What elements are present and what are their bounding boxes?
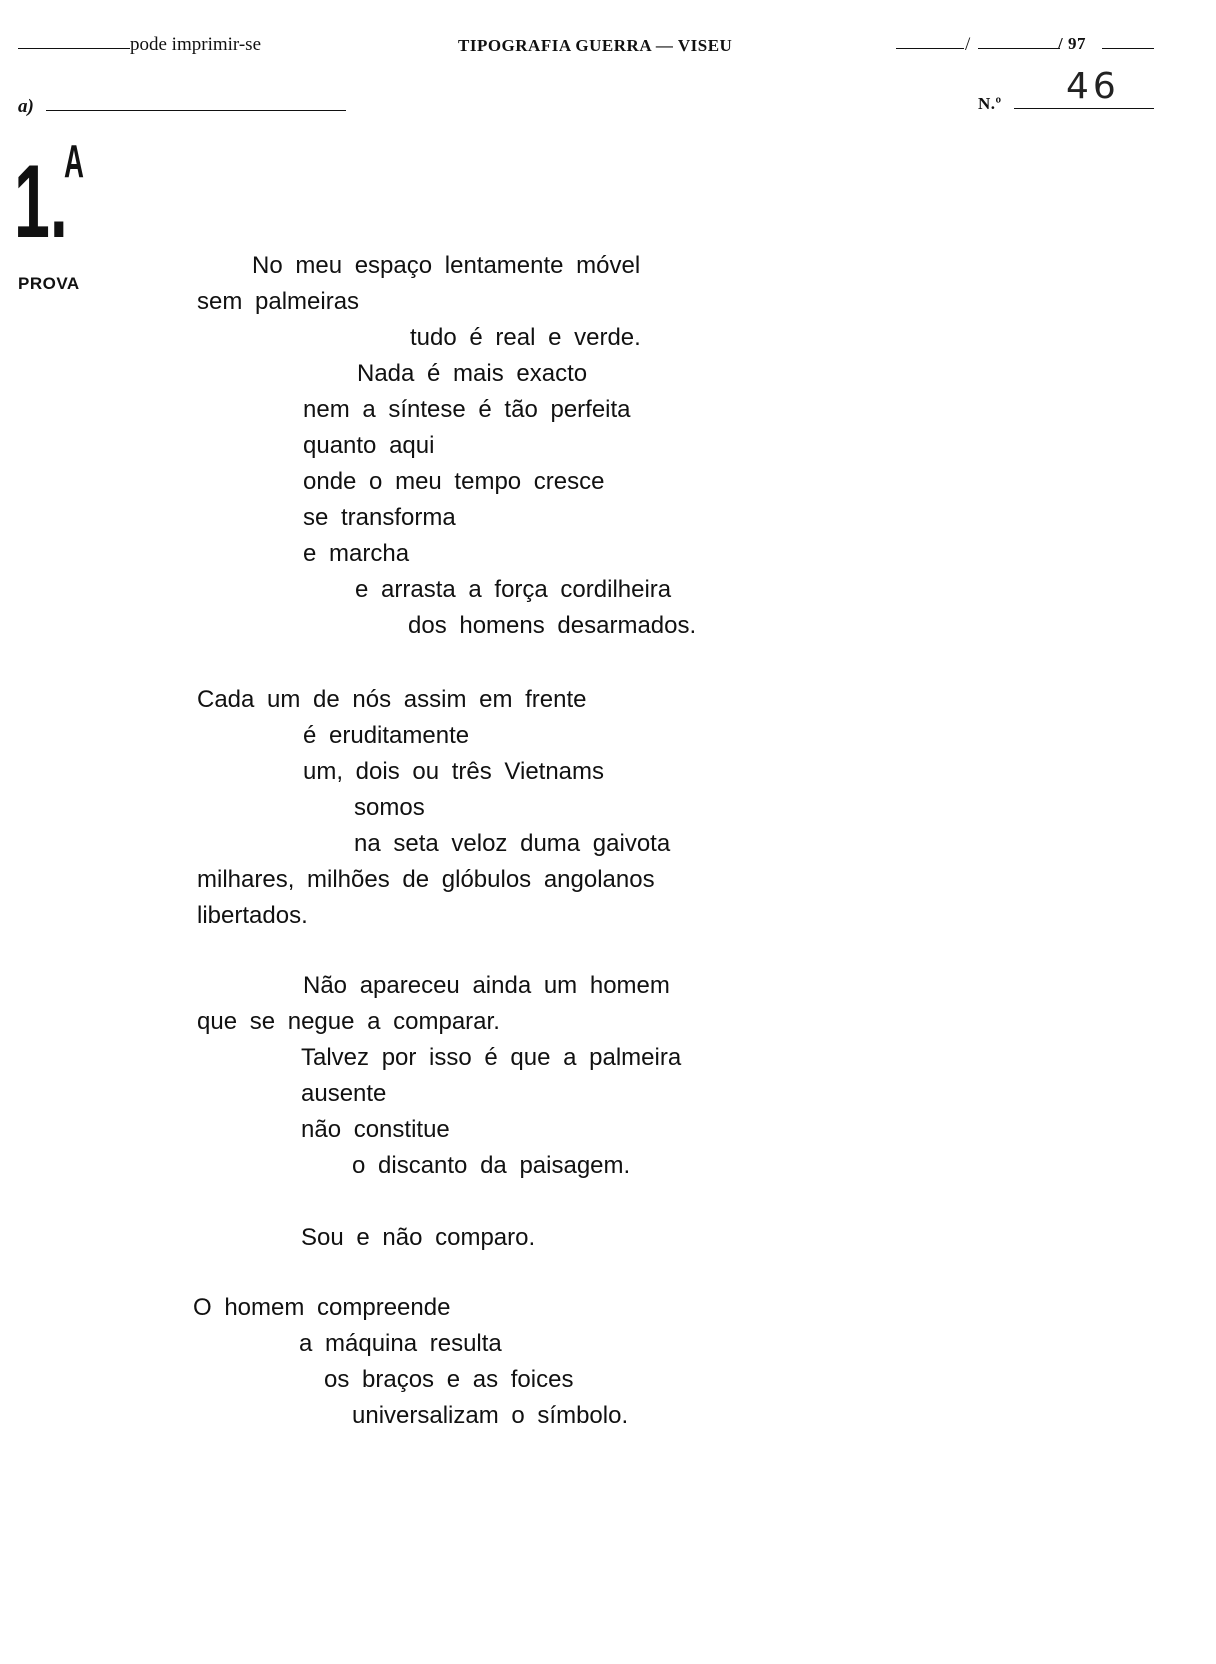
poem-line: somos (354, 794, 425, 821)
poem-line: que se negue a comparar. (197, 1008, 500, 1035)
poem-line: universalizam o símbolo. (352, 1402, 629, 1429)
poem-line: No meu espaço lentamente móvel (252, 252, 641, 279)
poem-line: e marcha (303, 540, 410, 567)
poem-line: tudo é real e verde. (410, 324, 641, 351)
header-left-label: pode imprimir-se (130, 34, 262, 55)
poem-line: se transforma (303, 504, 456, 531)
header-right-rule-1 (896, 48, 964, 49)
poem-line: não constitue (301, 1116, 450, 1143)
poem-line: dos homens desarmados. (408, 612, 697, 639)
poem-line: na seta veloz duma gaivota (354, 830, 671, 857)
proof-label: PROVA (18, 274, 80, 293)
header-a-label: a) (18, 96, 34, 117)
header-number-handwritten: 46 (1066, 66, 1120, 107)
header-right-slash: / (965, 34, 971, 55)
poem-line: Cada um de nós assim em frente (197, 686, 587, 713)
poem-line: os braços e as foices (324, 1366, 574, 1393)
poem-line: quanto aqui (303, 432, 435, 459)
poem-line: ausente (301, 1080, 387, 1107)
poem-line: e arrasta a força cordilheira (355, 576, 672, 603)
poem-line: nem a síntese é tão perfeita (303, 396, 631, 423)
header-a-rule (46, 110, 346, 111)
poem-line: O homem compreende (193, 1294, 451, 1321)
poem-line: Nada é mais exacto (357, 360, 588, 387)
header-right-rule-2 (978, 48, 1060, 49)
header-right-year: / 97 (1058, 34, 1086, 53)
header-number-label: N.º (978, 94, 1002, 113)
poem-line: sem palmeiras (197, 288, 360, 315)
poem-line: o discanto da paisagem. (352, 1152, 631, 1179)
poem-line: a máquina resulta (299, 1330, 502, 1357)
header-right-rule-3 (1102, 48, 1154, 49)
poem-line: é eruditamente (303, 722, 470, 749)
proof-superscript: A (64, 135, 84, 187)
poem-line: um, dois ou três Vietnams (303, 758, 605, 785)
poem-line: Sou e não comparo. (301, 1224, 536, 1251)
header-printer-name: TIPOGRAFIA GUERRA — VISEU (458, 36, 733, 55)
proof-number: 1. (14, 144, 68, 260)
poem-line: Não apareceu ainda um homem (303, 972, 670, 999)
header-left-rule (18, 48, 130, 49)
poem-line: libertados. (197, 902, 308, 929)
poem-line: Talvez por isso é que a palmeira (301, 1044, 682, 1071)
poem-line: milhares, milhões de glóbulos angolanos (197, 866, 655, 893)
poem-line: onde o meu tempo cresce (303, 468, 605, 495)
header-number-rule (1014, 108, 1154, 109)
